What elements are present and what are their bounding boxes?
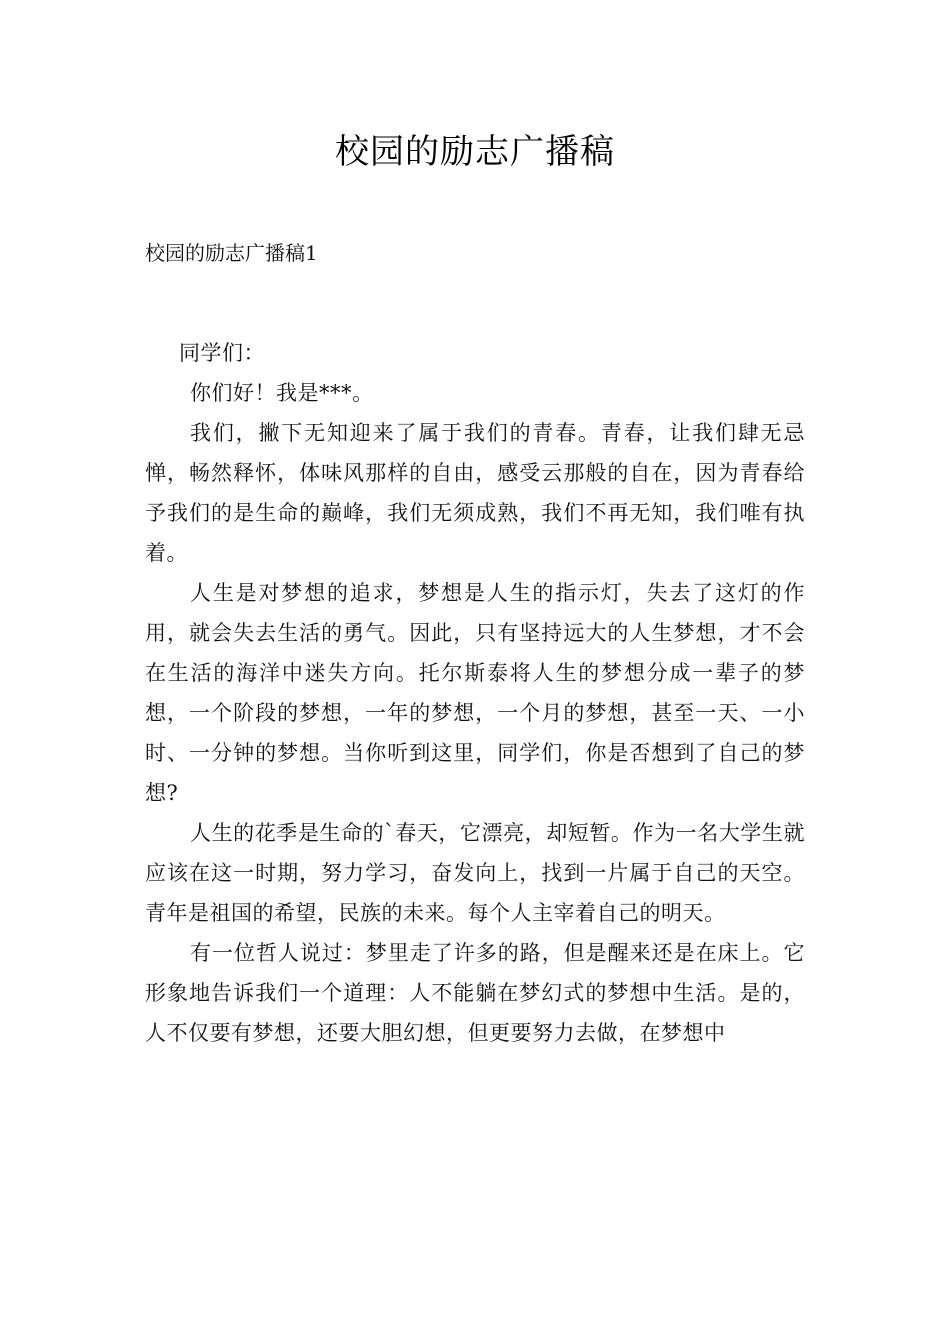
document-title: 校园的励志广播稿 (335, 132, 615, 172)
body-paragraph: 我们，撇下无知迎来了属于我们的青春。青春，让我们肆无忌惮，畅然释怀，体味风那样的自由，感受云那般的自在，因为青春给予我们的是生命的巅峰，我们无须成熟，我们不再无知，我们唯有执着。 (145, 421, 805, 565)
document-body (145, 333, 805, 1053)
salutation-paragraph: 同学们： (179, 341, 265, 365)
body-paragraph: 人生是对梦想的追求，梦想是人生的指示灯，失去了这灯的作用，就会失去生活的勇气。因此，只有坚持远大的人生梦想，才不会在生活的海洋中迷失方向。托尔斯泰将人生的梦想分成一辈子的梦想，一个阶段的梦想，一年的梦想，一个月的梦想，甚至一天、一小时、一分钟的梦想。当你听到这里，同学们，你是否想到了自己的梦想? (145, 581, 805, 805)
body-paragraph: 有一位哲人说过：梦里走了许多的路，但是醒来还是在床上。它形象地告诉我们一个道理：人不能躺在梦幻式的梦想中生活。是的，人不仅要有梦想，还要大胆幻想，但更要努力去做，在梦想中 (145, 941, 805, 1045)
greeting-paragraph: 你们好！我是***。 (190, 381, 374, 405)
document-subtitle: 校园的励志广播稿1 (145, 241, 318, 265)
body-paragraph: 人生的花季是生命的`春天，它漂亮，却短暂。作为一名大学生就应该在这一时期，努力学习，奋发向上，找到一片属于自己的天空。青年是祖国的希望，民族的未来。每个人主宰着自己的明天。 (145, 821, 805, 925)
